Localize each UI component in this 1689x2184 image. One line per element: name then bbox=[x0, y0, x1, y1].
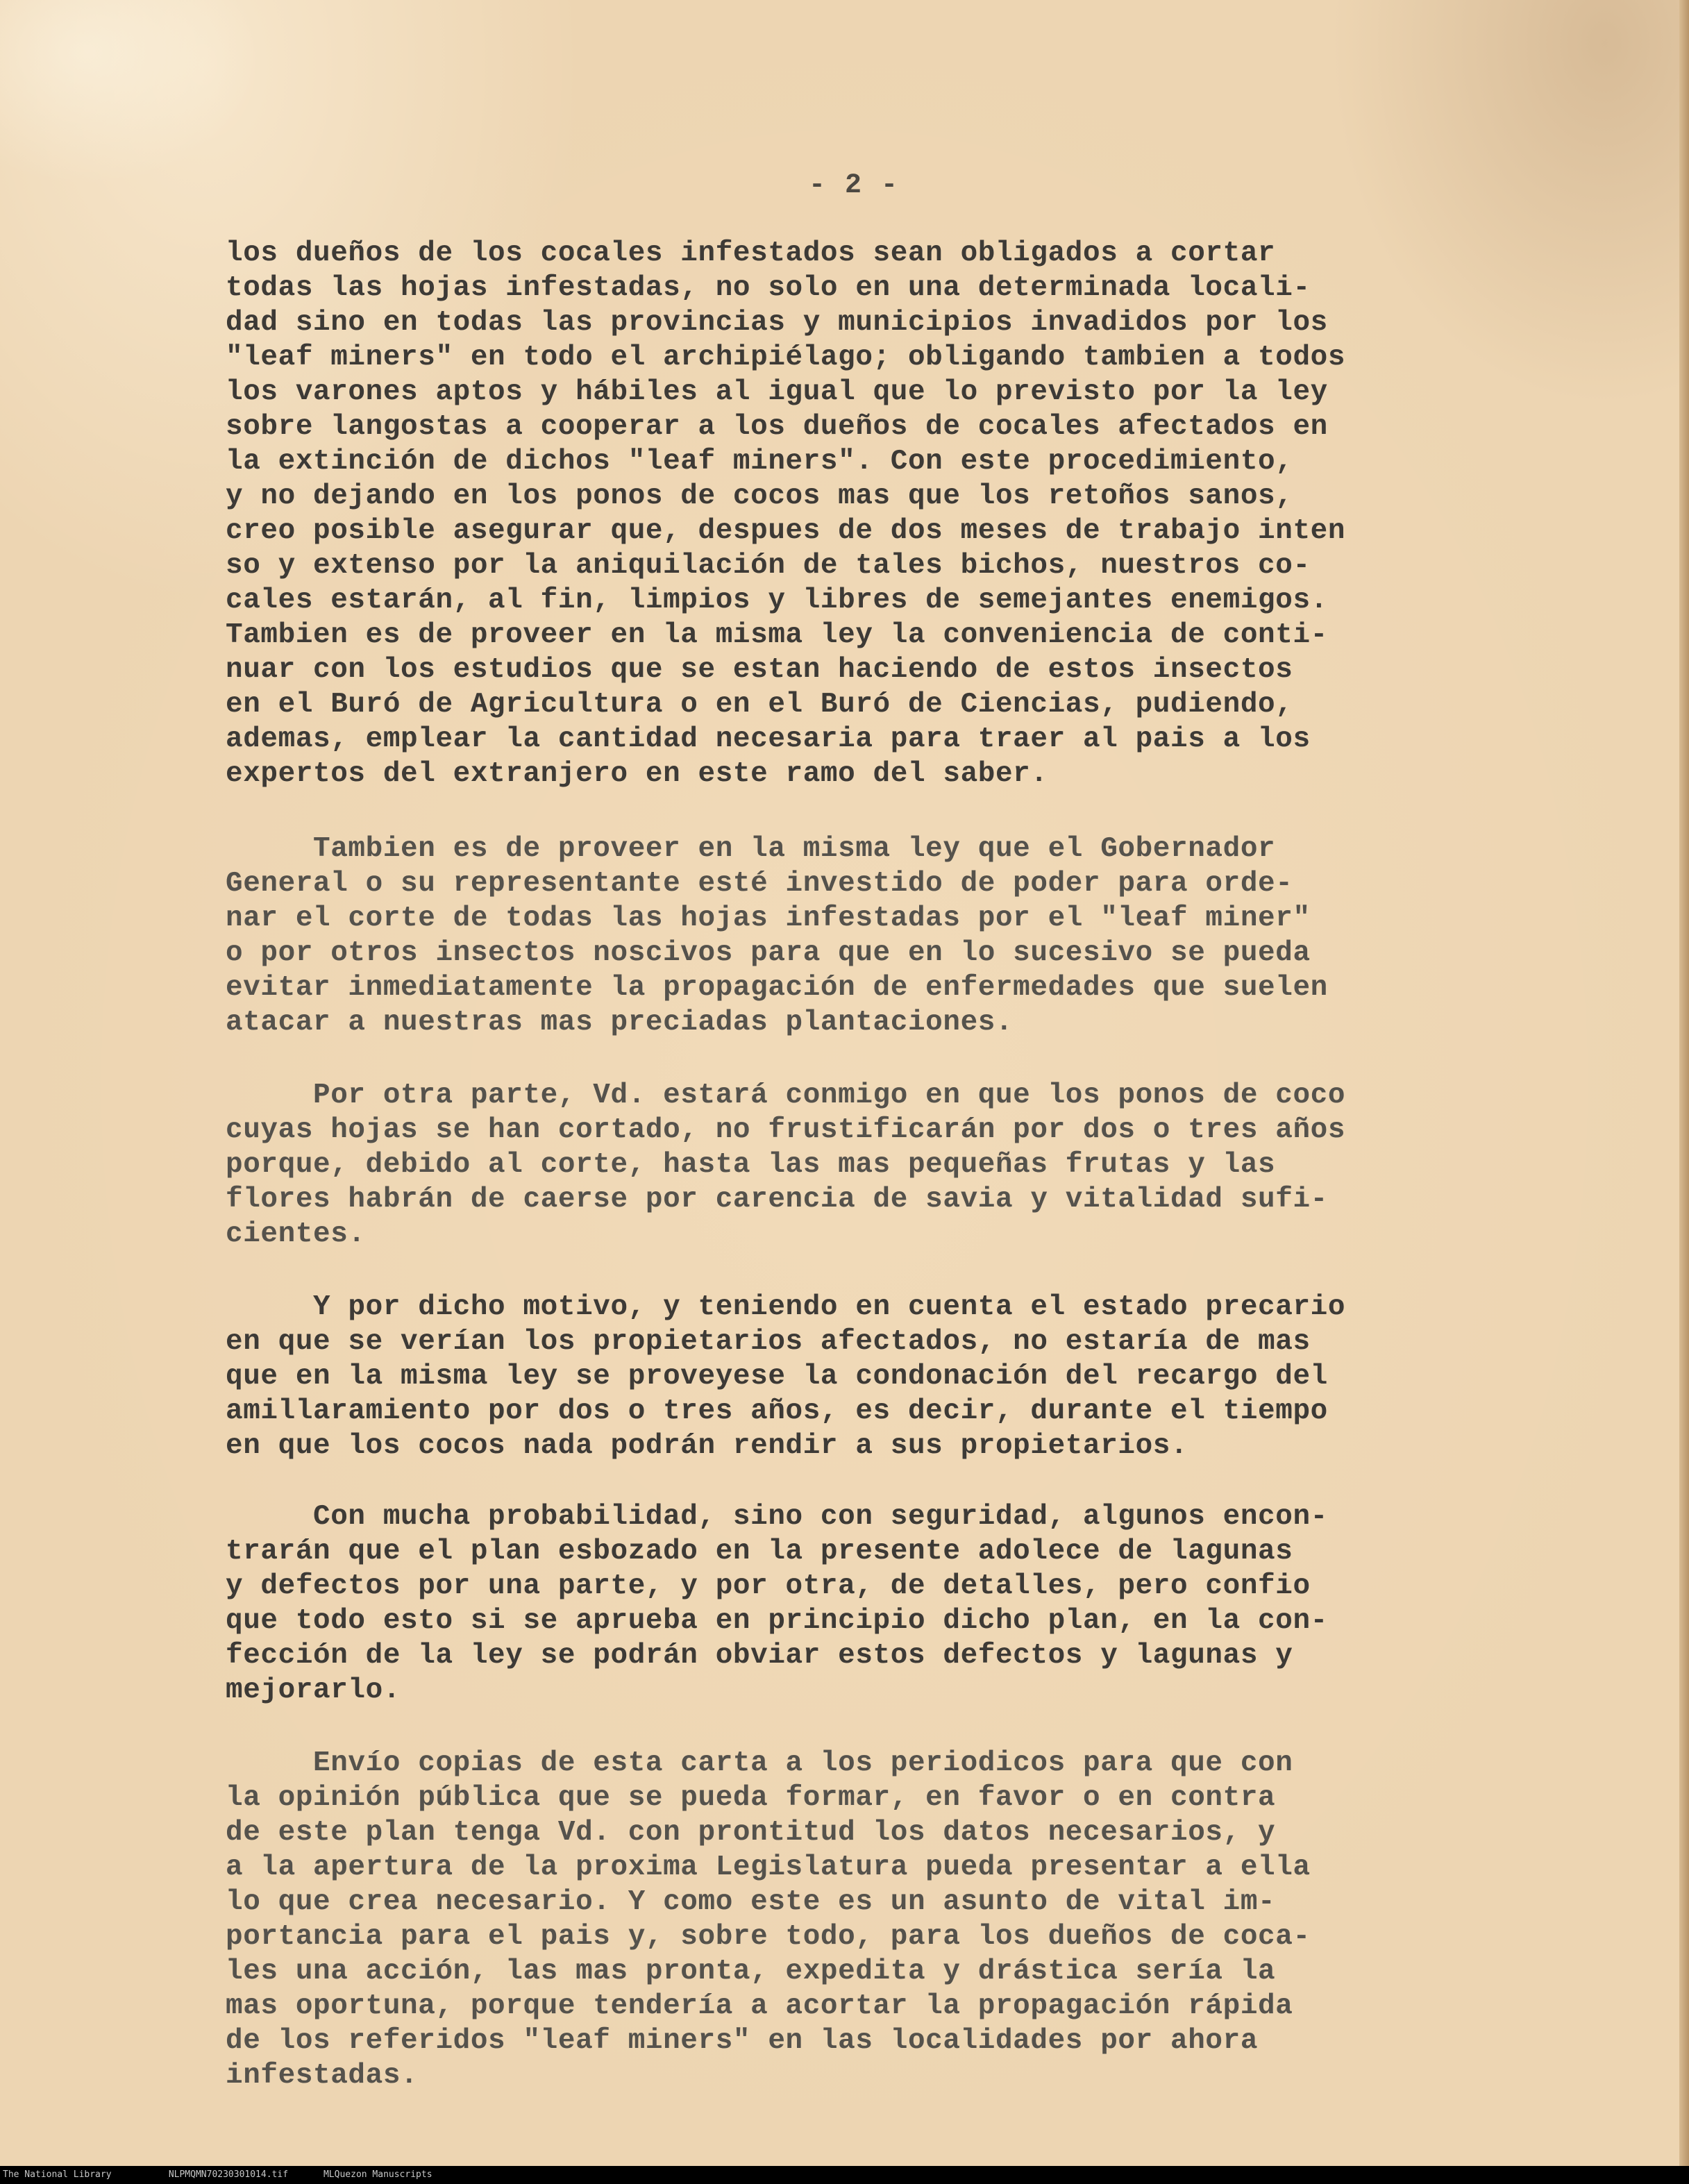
text-line: cientes. bbox=[226, 1218, 366, 1250]
text-line: o por otros insectos noscivos para que en lo sucesivo se pueda bbox=[226, 937, 1311, 969]
text-line: Tambien es de proveer en la misma ley la conveniencia de conti- bbox=[226, 619, 1328, 651]
text-line: todas las hojas infestadas, no solo en una determinada locali- bbox=[226, 272, 1311, 304]
text-line: y no dejando en los ponos de cocos mas que los retoños sanos, bbox=[226, 480, 1293, 512]
text-line: flores habrán de caerse por carencia de savia y vitalidad sufi- bbox=[226, 1184, 1328, 1216]
text-line: ademas, emplear la cantidad necesaria para traer al pais a los bbox=[226, 723, 1311, 755]
text-line: Con mucha probabilidad, sino con seguridad, algunos encon- bbox=[226, 1501, 1328, 1533]
text-line: porque, debido al corte, hasta las mas pequeñas frutas y las bbox=[226, 1149, 1276, 1181]
text-line: so y extenso por la aniquilación de tales bichos, nuestros co- bbox=[226, 550, 1311, 582]
text-line: Por otra parte, Vd. estará conmigo en que los ponos de coco bbox=[226, 1080, 1346, 1111]
text-line: Envío copias de esta carta a los periodicos para que con bbox=[226, 1747, 1293, 1779]
text-line: les una acción, las mas pronta, expedita y drástica sería la bbox=[226, 1956, 1276, 1988]
footer-filename: NLPMQMN70230301014.tif bbox=[168, 2169, 289, 2180]
paragraph-6 bbox=[226, 1746, 1614, 2093]
text-line: la extinción de dichos "leaf miners". Con este procedimiento, bbox=[226, 446, 1293, 478]
text-line: expertos del extranjero en este ramo del saber. bbox=[226, 758, 1048, 790]
paper-crease bbox=[0, 0, 292, 208]
text-line: dad sino en todas las provincias y municipios invadidos por los bbox=[226, 307, 1328, 339]
text-line: creo posible asegurar que, despues de dos meses de trabajo inten bbox=[226, 515, 1346, 547]
text-line: lo que crea necesario. Y como este es un asunto de vital im- bbox=[226, 1886, 1276, 1918]
text-line: nar el corte de todas las hojas infestadas por el "leaf miner" bbox=[226, 902, 1311, 934]
text-line: mas oportuna, porque tendería a acortar la propagación rápida bbox=[226, 1990, 1293, 2022]
text-line: que en la misma ley se proveyese la condonación del recargo del bbox=[226, 1361, 1328, 1393]
text-line: los dueños de los cocales infestados sean obligados a cortar bbox=[226, 237, 1276, 269]
text-line: en que los cocos nada podrán rendir a sus propietarios. bbox=[226, 1430, 1188, 1462]
archive-footer bbox=[0, 2166, 1689, 2184]
text-line: portancia para el pais y, sobre todo, para los dueños de coca- bbox=[226, 1921, 1311, 1953]
text-line: General o su representante esté investido de poder para orde- bbox=[226, 868, 1293, 900]
paragraph-2 bbox=[226, 832, 1614, 1040]
paragraph-5 bbox=[226, 1500, 1614, 1708]
text-line: mejorarlo. bbox=[226, 1674, 401, 1706]
text-line: Y por dicho motivo, y teniendo en cuenta el estado precario bbox=[226, 1291, 1346, 1323]
text-line: nuar con los estudios que se estan haciendo de estos insectos bbox=[226, 654, 1293, 686]
paper-edge bbox=[1679, 0, 1689, 2166]
text-line: en que se verían los propietarios afectados, no estaría de mas bbox=[226, 1326, 1311, 1358]
text-line: a la apertura de la proxima Legislatura pueda presentar a ella bbox=[226, 1851, 1311, 1883]
text-line: en el Buró de Agricultura o en el Buró de Ciencias, pudiendo, bbox=[226, 689, 1293, 721]
text-line: los varones aptos y hábiles al igual que lo previsto por la ley bbox=[226, 376, 1328, 408]
text-line: cuyas hojas se han cortado, no frustificarán por dos o tres años bbox=[226, 1114, 1346, 1146]
text-line: la opinión pública que se pueda formar, en favor o en contra bbox=[226, 1782, 1276, 1814]
text-line: de este plan tenga Vd. con prontitud los datos necesarios, y bbox=[226, 1817, 1276, 1849]
text-line: amillaramiento por dos o tres años, es decir, durante el tiempo bbox=[226, 1395, 1328, 1427]
paragraph-3 bbox=[226, 1078, 1614, 1252]
text-line: evitar inmediatamente la propagación de enfermedades que suelen bbox=[226, 972, 1328, 1004]
text-line: que todo esto si se aprueba en principio dicho plan, en la con- bbox=[226, 1605, 1328, 1637]
paragraph-4 bbox=[226, 1290, 1614, 1463]
text-line: y defectos por una parte, y por otra, de detalles, pero confio bbox=[226, 1570, 1311, 1602]
footer-library: The National Library bbox=[3, 2169, 112, 2180]
text-line: trarán que el plan esbozado en la presente adolece de lagunas bbox=[226, 1536, 1293, 1568]
text-line: de los referidos "leaf miners" en las localidades por ahora bbox=[226, 2025, 1259, 2057]
text-line: "leaf miners" en todo el archipiélago; obligando tambien a todos bbox=[226, 342, 1346, 373]
text-line: cales estarán, al fin, limpios y libres de semejantes enemigos. bbox=[226, 585, 1328, 616]
text-line: Tambien es de proveer en la misma ley que el Gobernador bbox=[226, 833, 1276, 865]
footer-collection: MLQuezon Manuscripts bbox=[323, 2169, 432, 2180]
text-line: infestadas. bbox=[226, 2060, 419, 2092]
page-number: - 2 - bbox=[808, 170, 900, 201]
paragraph-1 bbox=[226, 236, 1614, 791]
text-line: sobre langostas a cooperar a los dueños de cocales afectados en bbox=[226, 411, 1328, 443]
text-line: fección de la ley se podrán obviar estos defectos y lagunas y bbox=[226, 1640, 1293, 1672]
text-line: atacar a nuestras mas preciadas plantaciones. bbox=[226, 1007, 1014, 1039]
